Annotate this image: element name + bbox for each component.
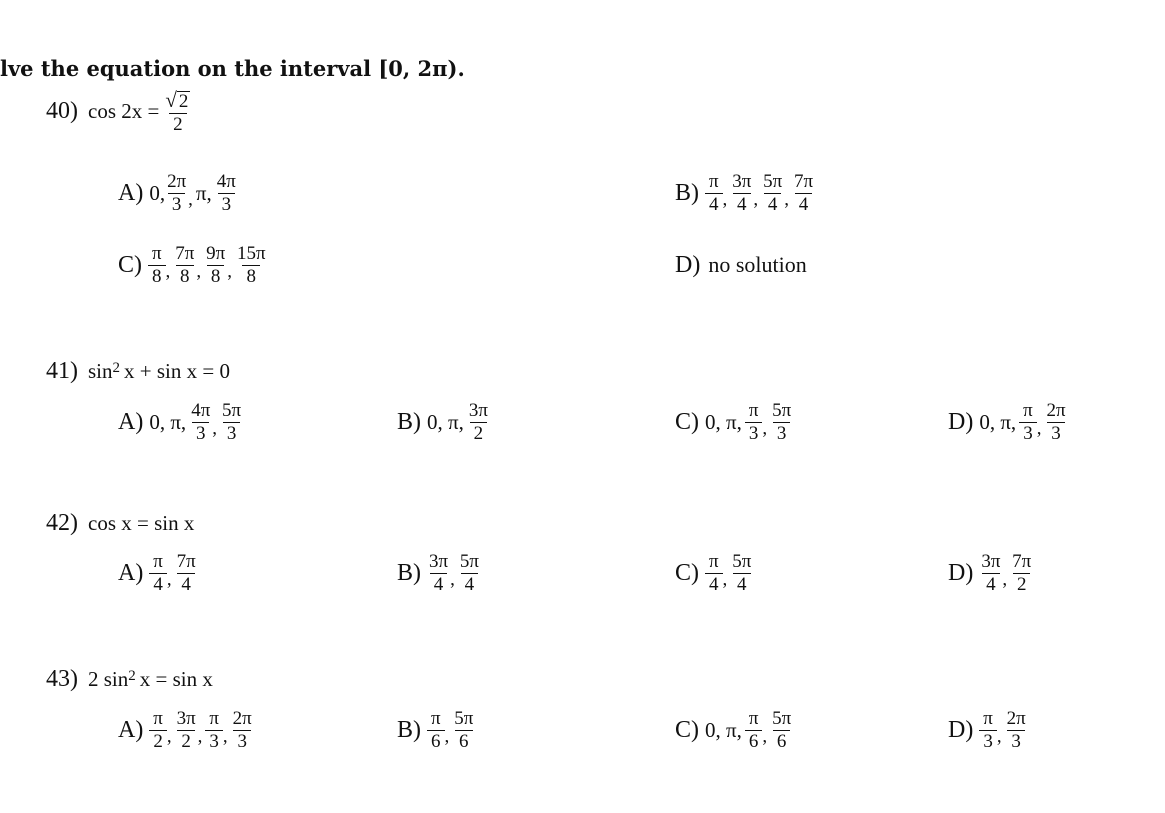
q41-option-b[interactable] xyxy=(397,392,490,452)
q40-option-c[interactable] xyxy=(118,235,268,295)
denominator: 8 xyxy=(148,265,166,288)
comma: , xyxy=(753,189,759,210)
question-number: 43) xyxy=(46,666,78,692)
comma: , xyxy=(722,189,728,210)
comma: , xyxy=(166,569,172,590)
numerator: π xyxy=(209,707,219,729)
numerator: 5π xyxy=(454,707,474,729)
q40-option-b[interactable] xyxy=(675,163,815,223)
option-letter: D) xyxy=(948,408,974,435)
fraction xyxy=(148,243,166,288)
numerator: 3π xyxy=(732,170,752,192)
fraction xyxy=(1044,400,1067,445)
radical-sign: √ xyxy=(165,88,177,112)
denominator: 2 xyxy=(169,113,187,136)
fraction xyxy=(220,400,243,445)
option-letter: C) xyxy=(675,559,699,586)
option-term: 0, π, xyxy=(427,409,464,434)
numerator: π xyxy=(748,707,759,729)
denominator: 3 xyxy=(223,422,241,445)
option-letter: C) xyxy=(675,716,699,743)
q41-option-c[interactable] xyxy=(675,392,793,452)
denominator: 2 xyxy=(149,730,167,753)
denominator: 8 xyxy=(207,265,225,288)
fraction xyxy=(189,400,212,445)
numerator: 7π xyxy=(176,550,196,572)
exponent: 2 xyxy=(112,360,121,376)
equation-part: sin xyxy=(88,359,113,383)
fraction xyxy=(770,400,793,445)
option-letter: C) xyxy=(675,408,699,435)
fraction xyxy=(770,708,793,753)
q42-option-d[interactable] xyxy=(948,543,1033,603)
q43-option-b[interactable] xyxy=(397,700,475,760)
option-term: 0, π, xyxy=(705,409,742,434)
question-number: 40) xyxy=(46,98,78,125)
option-letter: A) xyxy=(118,179,144,206)
numerator: 15π xyxy=(236,242,266,264)
numerator: 7π xyxy=(175,242,195,264)
comma: , xyxy=(165,261,171,282)
equation-part: x + sin x = 0 xyxy=(124,359,230,383)
question-40 xyxy=(46,88,192,136)
option-letter: A) xyxy=(118,408,144,435)
denominator: 2 xyxy=(1013,573,1031,596)
q43-option-d[interactable] xyxy=(948,700,1028,760)
comma: , xyxy=(1036,418,1042,439)
comma: , xyxy=(784,189,789,210)
fraction xyxy=(730,551,753,596)
denominator: 3 xyxy=(979,730,997,753)
equation-rhs-fraction xyxy=(163,88,192,136)
denominator: 4 xyxy=(982,573,1000,596)
numerator: 5π xyxy=(772,399,792,421)
comma: , xyxy=(222,726,228,747)
numerator: 3π xyxy=(429,550,449,572)
numerator: π xyxy=(430,707,441,729)
denominator: 4 xyxy=(430,573,448,596)
option-letter: D) xyxy=(948,716,974,743)
denominator: 6 xyxy=(773,730,791,753)
option-text: no solution xyxy=(708,252,807,277)
numerator: 3π xyxy=(468,399,488,421)
question-number: 41) xyxy=(46,358,78,384)
numerator: π xyxy=(983,707,993,729)
denominator: 2 xyxy=(177,730,195,753)
fraction xyxy=(730,171,753,216)
equation-part: x = sin x xyxy=(139,667,213,691)
comma: , xyxy=(212,418,218,439)
comma: , xyxy=(1002,569,1008,590)
exponent: 2 xyxy=(128,668,136,684)
fraction xyxy=(204,243,227,288)
fraction xyxy=(979,708,997,753)
denominator: 3 xyxy=(192,422,210,445)
fraction xyxy=(452,708,475,753)
q42-option-a[interactable] xyxy=(118,543,198,603)
numerator: π xyxy=(748,399,759,421)
fraction xyxy=(427,708,445,753)
numerator: 3π xyxy=(981,550,1001,572)
denominator: 4 xyxy=(177,573,195,596)
instructions-heading: lve the equation on the interval [0, 2π). xyxy=(0,56,465,81)
q40-option-d[interactable] xyxy=(675,235,807,295)
fraction xyxy=(979,551,1002,596)
denominator: 4 xyxy=(764,193,782,216)
denominator: 4 xyxy=(705,193,723,216)
q42-option-b[interactable] xyxy=(397,543,481,603)
question-43 xyxy=(46,666,213,693)
q40-option-a[interactable] xyxy=(118,163,238,223)
fraction xyxy=(165,171,188,216)
fraction xyxy=(205,708,223,753)
denominator: 4 xyxy=(795,193,813,216)
option-letter: D) xyxy=(948,559,974,586)
q42-option-c[interactable] xyxy=(675,543,753,603)
fraction xyxy=(705,551,723,596)
numerator: 9π xyxy=(206,242,226,264)
option-letter: C) xyxy=(118,251,142,278)
fraction xyxy=(173,243,196,288)
fraction xyxy=(745,708,763,753)
denominator: 3 xyxy=(773,422,791,445)
denominator: 3 xyxy=(1047,422,1065,445)
fraction xyxy=(149,708,167,753)
option-letter: A) xyxy=(118,716,144,743)
denominator: 2 xyxy=(470,422,488,445)
numerator: 5π xyxy=(459,550,479,572)
denominator: 3 xyxy=(1007,730,1025,753)
fraction xyxy=(1019,400,1037,445)
numerator: 4π xyxy=(216,170,236,192)
numerator: 2π xyxy=(232,707,252,729)
numerator: 5π xyxy=(732,550,752,572)
denominator: 3 xyxy=(205,730,223,753)
numerator: 5π xyxy=(222,399,242,421)
numerator: π xyxy=(1023,399,1033,421)
fraction xyxy=(467,400,490,445)
denominator: 4 xyxy=(149,573,167,596)
option-term: 0, π, xyxy=(705,717,742,742)
sqrt-numerator xyxy=(163,88,192,113)
denominator: 3 xyxy=(745,422,763,445)
fraction xyxy=(458,551,481,596)
option-term: 0, xyxy=(149,180,166,205)
comma: , xyxy=(227,261,232,282)
option-term: π, xyxy=(195,180,212,205)
equation-part: 2 sin xyxy=(88,667,129,691)
fraction xyxy=(745,400,763,445)
comma: , xyxy=(722,569,728,590)
fraction xyxy=(149,551,167,596)
denominator: 4 xyxy=(733,193,751,216)
fraction xyxy=(792,171,815,216)
question-41 xyxy=(46,358,230,385)
option-letter: B) xyxy=(397,559,421,586)
fraction xyxy=(175,708,198,753)
denominator: 6 xyxy=(427,730,445,753)
comma: , xyxy=(196,261,202,282)
numerator: 7π xyxy=(1012,550,1032,572)
numerator: 4π xyxy=(191,399,211,421)
q43-option-c[interactable] xyxy=(675,700,793,760)
denominator: 4 xyxy=(733,573,751,596)
comma: , xyxy=(762,418,768,439)
fraction xyxy=(231,708,254,753)
comma: , xyxy=(444,726,450,747)
comma: , xyxy=(450,569,455,590)
fraction xyxy=(1010,551,1033,596)
option-term: 0, π, xyxy=(149,409,187,434)
numerator: π xyxy=(153,707,163,729)
fraction xyxy=(235,243,268,288)
numerator: π xyxy=(153,550,163,572)
numerator: π xyxy=(708,550,719,572)
denominator: 3 xyxy=(168,193,186,216)
denominator: 3 xyxy=(1019,422,1037,445)
radicand: 2 xyxy=(178,91,189,112)
question-42 xyxy=(46,510,194,537)
denominator: 8 xyxy=(176,265,194,288)
comma: , xyxy=(197,726,203,747)
fraction xyxy=(1005,708,1028,753)
denominator: 4 xyxy=(705,573,723,596)
numerator: 2π xyxy=(1006,707,1026,729)
numerator: 3π xyxy=(176,707,196,729)
denominator: 3 xyxy=(233,730,251,753)
option-letter: B) xyxy=(675,179,699,206)
option-letter: B) xyxy=(397,716,421,743)
option-letter: B) xyxy=(397,408,421,435)
comma: , xyxy=(996,726,1002,747)
comma: , xyxy=(762,726,768,747)
denominator: 6 xyxy=(745,730,763,753)
denominator: 4 xyxy=(461,573,479,596)
option-letter: A) xyxy=(118,559,144,586)
q41-option-d[interactable] xyxy=(948,392,1068,452)
numerator: π xyxy=(151,242,162,264)
option-letter: D) xyxy=(675,251,701,278)
denominator: 8 xyxy=(242,265,260,288)
numerator: 2π xyxy=(1046,399,1066,421)
option-term: 0, π, xyxy=(979,409,1017,434)
numerator: 5π xyxy=(772,707,792,729)
q43-option-a[interactable] xyxy=(118,700,254,760)
q41-option-a[interactable] xyxy=(118,392,243,452)
numerator: 2π xyxy=(167,170,187,192)
fraction xyxy=(215,171,238,216)
equation: cos x = sin x xyxy=(88,511,195,535)
denominator: 6 xyxy=(455,730,473,753)
numerator: 5π xyxy=(763,170,783,192)
numerator: 7π xyxy=(793,170,814,192)
comma: , xyxy=(188,189,193,210)
fraction xyxy=(427,551,450,596)
comma: , xyxy=(166,726,172,747)
numerator: π xyxy=(708,170,719,192)
question-number: 42) xyxy=(46,510,78,536)
equation-lhs: cos 2x = xyxy=(88,99,160,124)
denominator: 3 xyxy=(218,193,236,216)
fraction xyxy=(761,171,784,216)
fraction xyxy=(705,171,723,216)
fraction xyxy=(175,551,198,596)
